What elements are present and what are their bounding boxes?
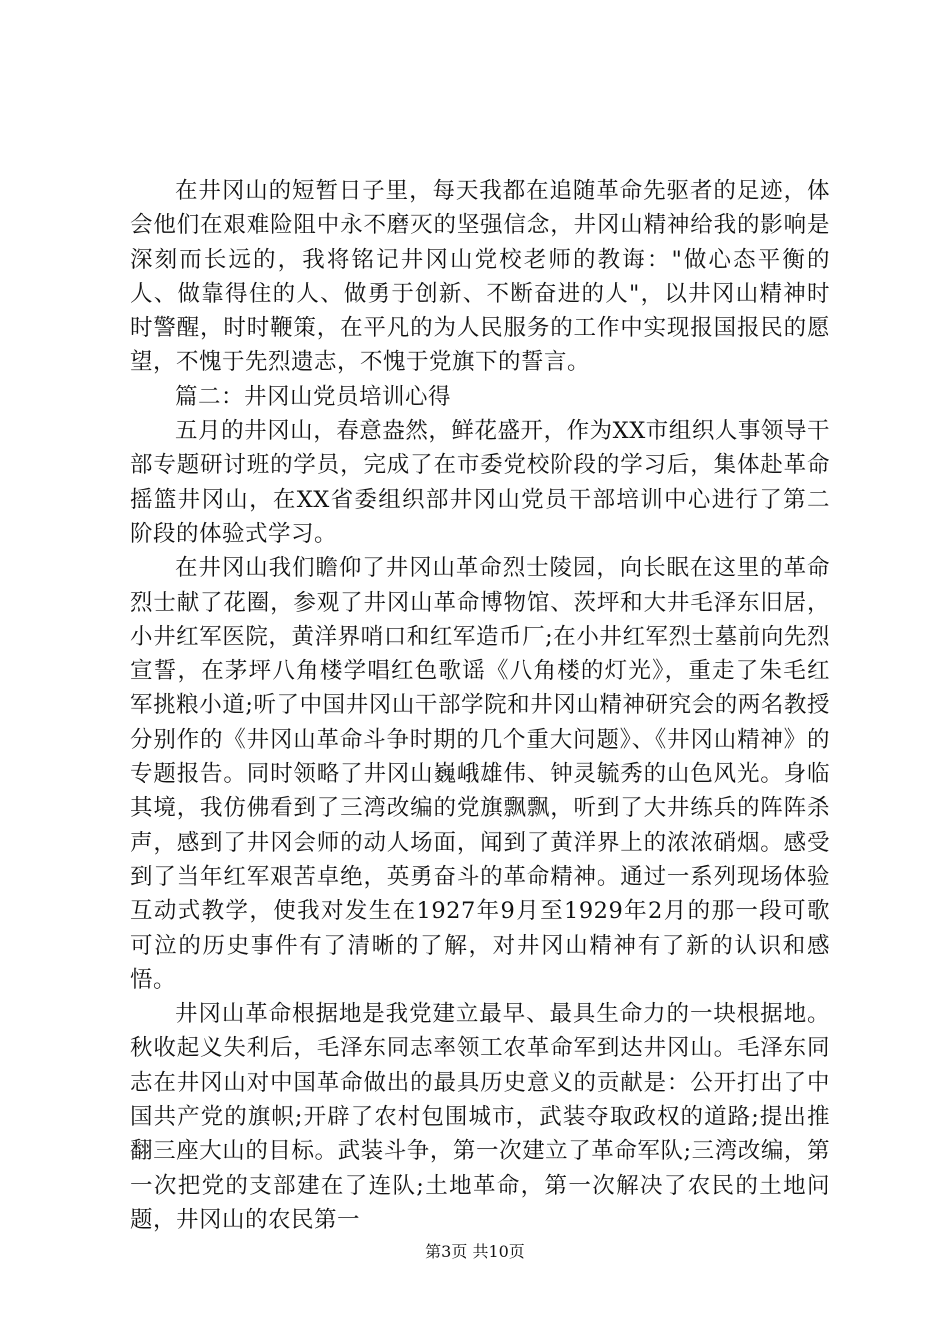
paragraph-visits: 在井冈山我们瞻仰了井冈山革命烈士陵园，向长眠在这里的革命烈士献了花圈，参观了井冈山革命博物馆、茨坪和大井毛泽东旧居，小井红军医院，黄洋界哨口和红军造币厂;在小井红军烈士墓前向先烈宣誓，在茅坪八角楼学唱红色歌谣《八角楼的灯光》，重走了朱毛红军挑粮小道;听了中国井冈山干部学院和井冈山精神研究会的两名教授分别作的《井冈山革命斗争时期的几个重大问题》、《井冈山精神》的专题报告。同时领略了井冈山巍峨雄伟、钟灵毓秀的山色风光。身临其境，我仿佛看到了三湾改编的党旗飘飘，听到了大井练兵的阵阵杀声，感到了井冈会师的动人场面，闻到了黄洋界上的浓浓硝烟。感受到了当年红军艰苦卓绝，英勇奋斗的革命精神。通过一系列现场体验互动式教学，使我对发生在1927年9月至1929年2月的那一段可歌可泣的历史事件有了清晰的了解，对井冈山精神有了新的认识和感悟。 [130, 555, 830, 993]
page-number-footer: 第3页 共10页 [425, 1242, 525, 1261]
paragraph-base-history: 井冈山革命根据地是我党建立最早、最具生命力的一块根据地。秋收起义失利后，毛泽东同志率领工农革命军到达井冈山。毛泽东同志在井冈山对中国革命做出的最具历史意义的贡献是：公开打出了中国共产党的旗帜;开辟了农村包围城市，武装夺取政权的道路;提出推翻三座大山的目标。武装斗争，第一次建立了革命军队;三湾改编，第一次把党的支部建在了连队;土地革命，第一次解决了农民的土地问题，井冈山的农民第一 [130, 1001, 830, 1233]
paragraph-closing-reflection: 在井冈山的短暂日子里，每天我都在追随革命先驱者的足迹，体会他们在艰难险阻中永不磨灭的坚强信念，井冈山精神给我的影响是深刻而长远的，我将铭记井冈山党校老师的教诲："做心态平衡的人、做靠得住的人、做勇于创新、不断奋进的人"，以井冈山精神时时警醒，时时鞭策，在平凡的为人民服务的工作中实现报国报民的愿望，不愧于先烈遗志，不愧于党旗下的誓言。 [130, 178, 830, 376]
paragraph-intro: 五月的井冈山，春意盎然，鲜花盛开，作为XX市组织人事领导干部专题研讨班的学员，完成了在市委党校阶段的学习后，集体赴革命摇篮井冈山，在XX省委组织部井冈山党员干部培训中心进行了第二阶段的体验式学习。 [130, 418, 830, 547]
document-body [130, 174, 830, 1237]
section-heading: 篇二：井冈山党员培训心得 [175, 383, 452, 410]
